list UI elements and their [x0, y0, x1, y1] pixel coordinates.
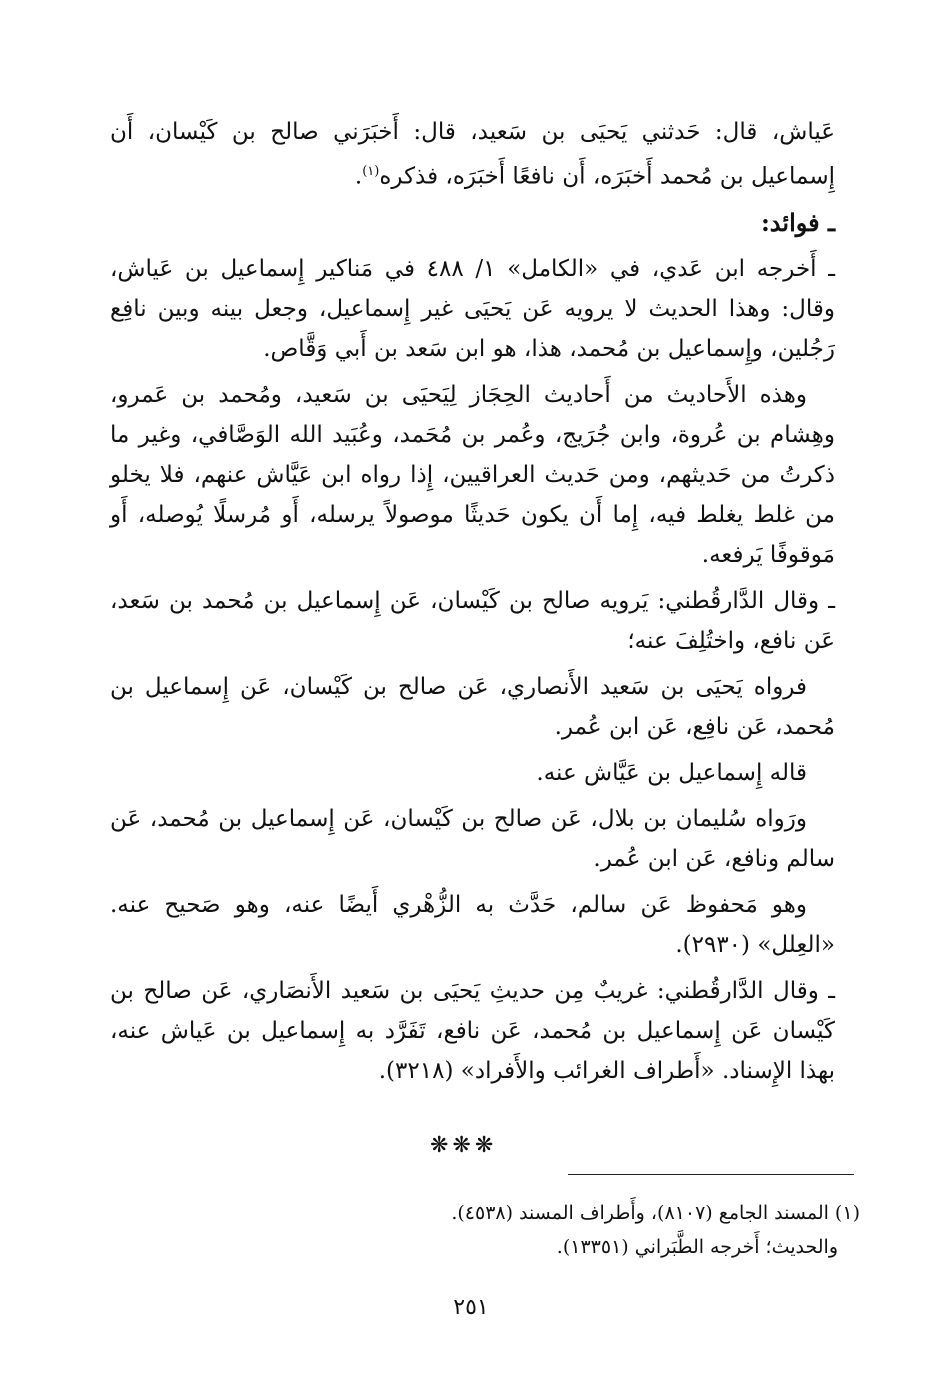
paragraph-ibn-adi: ـ أَخرجه ابن عَدي، في «الكامل» ١/ ٤٨٨ في مَناكير إِسماعيل بن عَياش، وقال: وهذا الحديث لا يرويه عَن يَحيَى غير إِسماعيل، وجعل بينه وبين نافِع رَجُلين، وإِسماعيل بن مُحمد، هذا، هو ابن سَعد بن أَبي وَقَّاص.: [110, 255, 835, 362]
paragraph-daraqutni-1: ـ وقال الدَّارقُطني: يَرويه صالح بن كَيْسان، عَن إِسماعيل بن مُحمد بن سَعد، عَن نافع، واختُلِفَ عنه؛: [110, 587, 835, 654]
paragraph-hijaz-hadiths: وهذه الأَحاديث من أَحاديث الحِجَاز لِيَحيَى بن سَعيد، ومُحمد بن عَمرو، وهِشام بن عُروة، وابن جُرَيج، وعُمر بن مُحَمد، وعُبَيد الله الوَصَّافي، وغير ما ذكرتُ من حَديثهم، ومن حَديث العراقيين، إِذا رواه ابن عَيَّاش عنهم، فلا يخلو من غلط يغلط فيه، إِما أَن يكون حَديثًا موصولاً يرسله، أَو مُرسلًا يُوصله، أَو مَوقوفًا يَرفعه.: [110, 381, 835, 568]
paragraph-hadith-chain: [110, 112, 835, 197]
footnote-1: (١) المسند الجامع (٨١٠٧)، وأَطراف المسند (٤٥٣٨).: [451, 1202, 860, 1224]
paragraph-yahya-narration: فرواه يَحيَى بن سَعيد الأَنصاري، عَن صالح بن كَيْسان، عَن إِسماعيل بن مُحمد، عَن نافِع، عَن ابن عُمر.: [110, 673, 835, 740]
paragraph-sulaiman-narration: ورَواه سُليمان بن بلال، عَن صالح بن كَيْسان، عَن إِسماعيل بن مُحمد، عَن سالم ونافع، عَن ابن عُمر.: [110, 805, 835, 872]
main-text: [110, 112, 835, 1097]
section-divider-stars: ❋❋❋: [430, 1133, 498, 1158]
footnote-separator: [568, 1174, 854, 1175]
paragraph-mahfuz: وهو مَحفوظ عَن سالم، حَدَّث به الزُّهْري أَيضًا عنه، وهو صَحيح عنه. «العِلل» (٢٩٣٠).: [110, 891, 835, 958]
footnotes: [360, 1196, 860, 1264]
paragraph-ismail-said: قاله إِسماعيل بن عَيَّاش عنه.: [536, 759, 807, 786]
hadith-chain-text: عَياش، قال: حَدثني يَحيَى بن سَعيد، قال: أَخبَرَني صالح بن كَيْسان، أَن إِسماعيل بن مُحمد أَخبَرَه، أَن نافعًا أَخبَرَه، فذكره: [110, 119, 836, 190]
hadith-chain-end: .: [354, 163, 363, 190]
page-number: ٢٥١: [453, 1295, 489, 1320]
paragraph-daraqutni-2: ـ وقال الدَّارقُطني: غريبٌ مِن حديثِ يَحيَى بن سَعيد الأَنصَاري، عَن صالح بن كَيْسان عَن إِسماعيل بن مُحمد، عَن نافع، تَفَرَّد به إِسماعيل بن عَياش عنه، بهذا الإِسناد. «أَطراف الغرائب والأَفراد» (٣٢١٨).: [110, 977, 835, 1084]
section-heading-benefits: ـ فوائد:: [760, 207, 835, 237]
footnote-marker[interactable]: (١): [362, 164, 380, 179]
footnote-1-continuation: والحديث؛ أَخرجه الطَّبَراني (١٣٣٥١).: [556, 1236, 838, 1258]
